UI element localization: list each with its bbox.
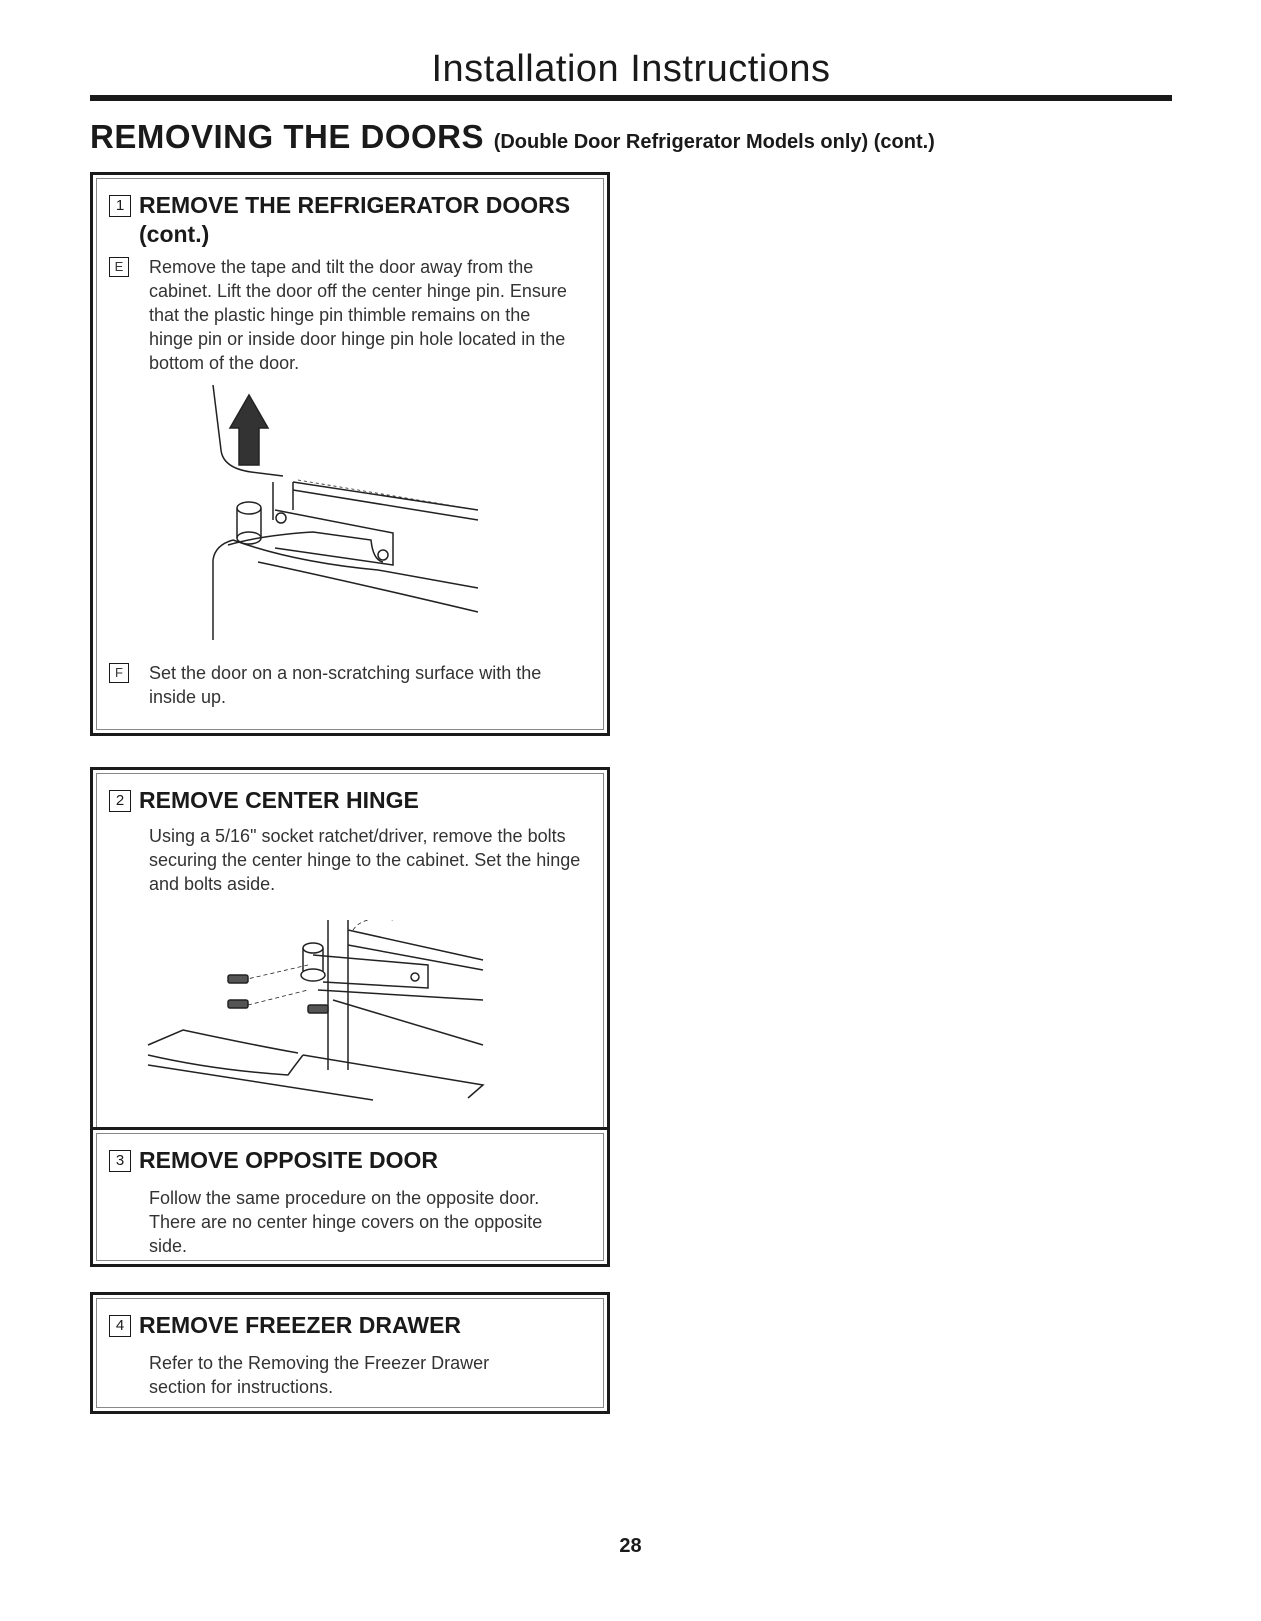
page-number: 28 bbox=[619, 1535, 642, 1557]
step-number-badge: 1 bbox=[109, 195, 131, 217]
substep-e-text: Remove the tape and tilt the door away from the cabinet. Lift the door off the center hinge pin. Ensure that the plastic hinge pin thimble remains on the hinge pin or inside door hinge pin hole located in the bottom of the door. bbox=[149, 257, 567, 373]
step-2-text: Using a 5/16" socket ratchet/driver, remove the bolts securing the center hinge to the cabinet. Set the hinge and bolts aside. bbox=[149, 826, 581, 894]
substep-f bbox=[109, 661, 579, 709]
step-number-badge: 4 bbox=[109, 1315, 131, 1337]
step-number-badge: 3 bbox=[109, 1150, 131, 1172]
step-4-title: REMOVE FREEZER DRAWER bbox=[139, 1312, 462, 1338]
step-3-heading bbox=[109, 1146, 579, 1175]
step-number-badge: 2 bbox=[109, 790, 131, 812]
page-header: Installation Instructions bbox=[90, 48, 1172, 101]
step-3-card bbox=[90, 1127, 610, 1267]
step-4-heading bbox=[109, 1311, 579, 1340]
step-3-text: Follow the same procedure on the opposite door. There are no center hinge covers on the opposite side. bbox=[149, 1188, 543, 1256]
door-lift-illustration bbox=[203, 380, 493, 640]
substep-letter-badge: F bbox=[109, 663, 129, 683]
step-3-title: REMOVE OPPOSITE DOOR bbox=[139, 1147, 439, 1173]
section-title-main: REMOVING THE DOORS bbox=[90, 118, 485, 155]
step-1-card bbox=[90, 172, 610, 736]
substep-f-text: Set the door on a non-scratching surface with the inside up. bbox=[149, 663, 542, 707]
step-1-heading bbox=[109, 191, 579, 249]
substep-e bbox=[109, 255, 579, 375]
step-2-card bbox=[90, 767, 610, 1135]
section-subtitle: (Double Door Refrigerator Models only) (cont.) bbox=[493, 131, 935, 153]
step-1-title: REMOVE THE REFRIGERATOR DOORS (cont.) bbox=[139, 192, 571, 247]
substep-letter-badge: E bbox=[109, 257, 129, 277]
section-title bbox=[90, 118, 935, 156]
step-2-heading bbox=[109, 786, 579, 815]
step-2-title: REMOVE CENTER HINGE bbox=[139, 787, 419, 813]
step-4-text: Refer to the Removing the Freezer Drawer section for instructions. bbox=[149, 1353, 490, 1397]
center-hinge-illustration bbox=[143, 920, 523, 1120]
step-4-card bbox=[90, 1292, 610, 1414]
